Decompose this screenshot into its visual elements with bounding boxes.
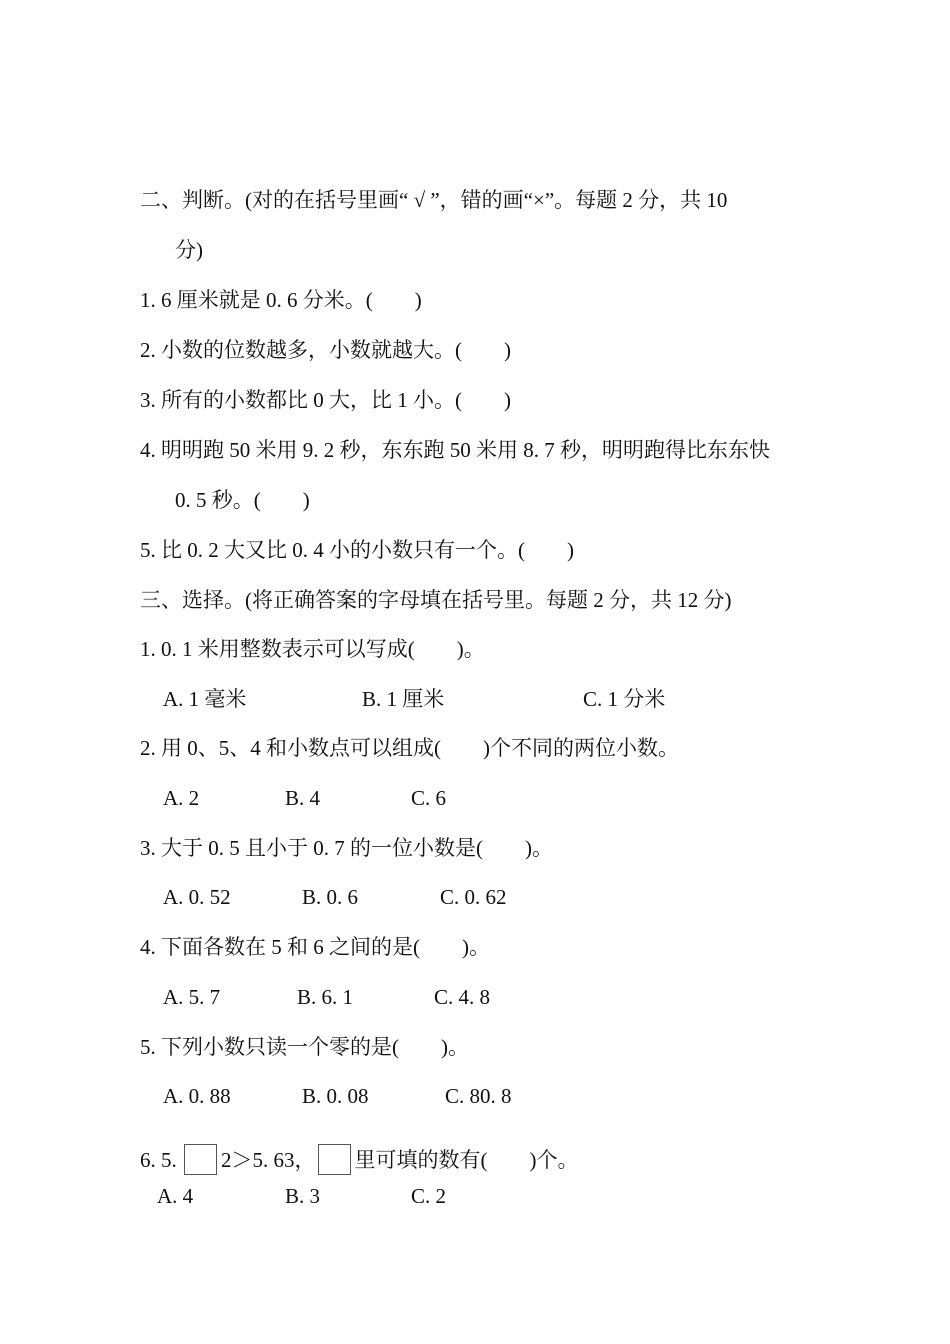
choice-q6-stem [140, 1144, 579, 1175]
choice-q4-option-c: C. 4. 8 [434, 985, 491, 1009]
judge-item-3: 3. 所有的小数都比 0 大，比 1 小。( ) [140, 388, 511, 412]
answer-box [184, 1144, 217, 1175]
judge-item-1: 1. 6 厘米就是 0. 6 分米。( ) [140, 288, 422, 312]
choice-q3-option-b: B. 0. 6 [302, 885, 359, 909]
choice-q6-stem-part2: 2＞5. 63， [221, 1148, 316, 1172]
choice-q2-stem: 2. 用 0、5、4 和小数点可以组成( )个不同的两位小数。 [140, 736, 679, 760]
choice-q1-option-c: C. 1 分米 [583, 687, 666, 711]
choice-q5-option-b: B. 0. 08 [302, 1084, 369, 1108]
judge-item-4: 4. 明明跑 50 米用 9. 2 秒，东东跑 50 米用 8. 7 秒，明明跑得比东东快 [140, 438, 770, 462]
choice-q3-stem: 3. 大于 0. 5 且小于 0. 7 的一位小数是( )。 [140, 836, 553, 860]
choice-q5-option-a: A. 0. 88 [163, 1084, 231, 1108]
judge-item-4-cont: 0. 5 秒。( ) [175, 488, 310, 512]
choice-q2-option-b: B. 4 [285, 786, 321, 810]
choice-q5-stem: 5. 下列小数只读一个零的是( )。 [140, 1035, 469, 1059]
choice-q1-option-a: A. 1 毫米 [163, 687, 247, 711]
section2-heading-cont: 分) [175, 238, 203, 262]
choice-q3-option-c: C. 0. 62 [440, 885, 507, 909]
choice-q2-option-a: A. 2 [163, 786, 200, 810]
choice-q6-stem-part1: 6. 5. [140, 1148, 177, 1172]
choice-q6-option-b: B. 3 [285, 1184, 321, 1208]
choice-q6-stem-part3: 里可填的数有( )个。 [354, 1148, 579, 1172]
answer-box [318, 1144, 351, 1175]
choice-q3-option-a: A. 0. 52 [163, 885, 231, 909]
section2-heading: 二、判断。(对的在括号里画“ √ ”，错的画“×”。每题 2 分，共 10 [140, 188, 728, 212]
choice-q5-option-c: C. 80. 8 [445, 1084, 512, 1108]
section3-heading: 三、选择。(将正确答案的字母填在括号里。每题 2 分，共 12 分) [140, 588, 732, 612]
choice-q2-option-c: C. 6 [411, 786, 447, 810]
choice-q1-option-b: B. 1 厘米 [362, 687, 445, 711]
choice-q4-stem: 4. 下面各数在 5 和 6 之间的是( )。 [140, 935, 490, 959]
choice-q6-option-a: A. 4 [157, 1184, 194, 1208]
judge-item-5: 5. 比 0. 2 大又比 0. 4 小的小数只有一个。( ) [140, 538, 574, 562]
choice-q6-option-c: C. 2 [411, 1184, 447, 1208]
judge-item-2: 2. 小数的位数越多，小数就越大。( ) [140, 338, 511, 362]
choice-q4-option-b: B. 6. 1 [297, 985, 354, 1009]
choice-q1-stem: 1. 0. 1 米用整数表示可以写成( )。 [140, 637, 485, 661]
choice-q4-option-a: A. 5. 7 [163, 985, 221, 1009]
